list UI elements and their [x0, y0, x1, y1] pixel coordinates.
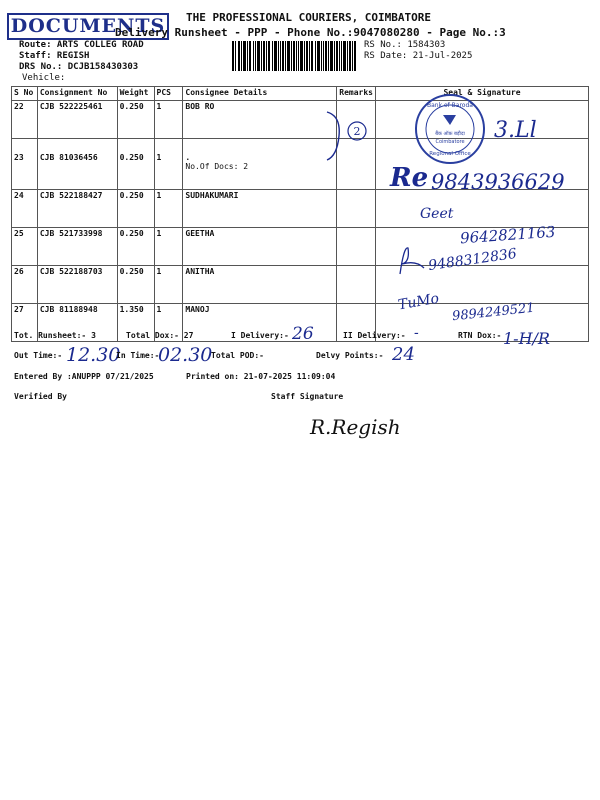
cell-consignment: CJB 81188948 [37, 304, 117, 342]
phone-row-27: 9894249521 [451, 300, 536, 325]
in-time-label: In Time:- [116, 351, 160, 360]
documents-stamp: DOCUMENTS [7, 13, 169, 40]
cell-consignment: CJB 521733998 [37, 228, 117, 266]
cell-sno: 22 [12, 101, 38, 139]
cell-consignment: CJB 522225461 [37, 101, 117, 139]
signature-row-26 [396, 242, 428, 276]
cell-remarks [337, 266, 376, 304]
cell-consignee: ANITHA [183, 266, 337, 304]
cell-consignment: CJB 81036456 [37, 139, 117, 190]
ii-delivery-label: II Delivery:- [343, 331, 406, 340]
seal-office: Regional Office [429, 151, 471, 157]
total-pod-label: Total POD:- [211, 351, 264, 360]
cell-pcs: 1 [154, 139, 183, 190]
bank-seal-stamp [410, 93, 490, 165]
barcode-image [232, 41, 357, 71]
col-header-signature: Seal & Signature [375, 87, 588, 101]
rs-date-label: RS Date: 21-Jul-2025 [364, 51, 473, 61]
i-delivery-value: 26 [292, 324, 314, 344]
cell-remarks [337, 190, 376, 228]
signature-row-24: Re [390, 163, 429, 193]
col-header-sno: S No [12, 87, 38, 101]
total-runsheet: Tot. Runsheet:- 3 [14, 331, 96, 340]
entered-by: Entered By :ANUPPP 07/21/2025 [14, 372, 154, 381]
ii-delivery-value: - [414, 325, 419, 341]
cell-weight: 1.350 [117, 304, 154, 342]
remark-number: 2 [353, 125, 361, 138]
in-time-value: 02.30 [158, 344, 213, 366]
cell-weight: 0.250 [117, 101, 154, 139]
signature-row-22: 3.Ll [494, 118, 537, 143]
cell-pcs: 1 [154, 101, 183, 139]
staff-signature-value: R.Regish [310, 415, 401, 439]
seal-bank-name: Bank of Baroda [427, 102, 473, 109]
col-header-weight: Weight [117, 87, 154, 101]
out-time-value: 12.30 [66, 344, 121, 366]
table-row [12, 266, 589, 304]
cell-weight: 0.250 [117, 139, 154, 190]
seal-city: Coimbatore [435, 139, 465, 145]
i-delivery-label: I Delivery:- [231, 331, 289, 340]
cell-sno: 25 [12, 228, 38, 266]
col-header-pcs: PCS [154, 87, 183, 101]
consignee-name: . [185, 153, 191, 162]
rtn-dox-label: RTN Dox:- [458, 331, 502, 340]
cell-sno: 24 [12, 190, 38, 228]
cell-consignee: MANOJ [183, 304, 337, 342]
route-label: Route: ARTS COLLEG ROAD [19, 40, 144, 50]
cell-consignee [183, 139, 337, 190]
cell-weight: 0.250 [117, 266, 154, 304]
delvy-points-value: 24 [392, 344, 415, 365]
cell-pcs: 1 [154, 266, 183, 304]
cell-signature [375, 190, 588, 228]
runsheet-subtitle: Delivery Runsheet - PPP - Phone No.:9047080280 - Page No.:3 [115, 26, 506, 39]
cell-pcs: 1 [154, 304, 183, 342]
seal-hindi: बैंक ऑफ़ बड़ौदा [435, 131, 465, 137]
phone-row-26: 9488312836 [427, 245, 518, 275]
out-time-label: Out Time:- [14, 351, 63, 360]
col-header-remarks: Remarks [337, 87, 376, 101]
signature-row-25: Geet [420, 206, 454, 222]
cell-weight: 0.250 [117, 190, 154, 228]
remarks-bracket [323, 108, 373, 164]
signature-row-27: TuMo [396, 290, 441, 314]
printed-on: Printed on: 21-07-2025 11:09:04 [186, 372, 336, 381]
cell-sno: 26 [12, 266, 38, 304]
rtn-dox-value: 1-H/R [503, 329, 550, 348]
cell-consignee: BOB RO [183, 101, 337, 139]
drs-label: DRS No.: DCJB158430303 [19, 62, 139, 72]
cell-consignment: CJB 522188703 [37, 266, 117, 304]
docs-count: No.Of Docs: 2 [185, 162, 249, 171]
cell-remarks [337, 228, 376, 266]
col-header-consignee: Consignee Details [183, 87, 337, 101]
cell-consignee: GEETHA [183, 228, 337, 266]
cell-pcs: 1 [154, 228, 183, 266]
rs-no-label: RS No.: 1584303 [364, 40, 446, 50]
cell-consignee: SUDHAKUMARI [183, 190, 337, 228]
delvy-points-label: Delvy Points:- [316, 351, 384, 360]
cell-pcs: 1 [154, 190, 183, 228]
company-title: THE PROFESSIONAL COURIERS, COIMBATORE [186, 11, 432, 24]
cell-sno: 27 [12, 304, 38, 342]
table-header-row [12, 87, 589, 101]
cell-sno: 23 [12, 139, 38, 190]
cell-consignment: CJB 522188427 [37, 190, 117, 228]
phone-row-25: 9642821163 [459, 222, 556, 248]
staff-label: Staff: REGISH [19, 51, 90, 61]
verified-by-label: Verified By [14, 392, 67, 401]
vehicle-label: Vehicle: [22, 73, 66, 83]
cell-weight: 0.250 [117, 228, 154, 266]
col-header-consignment: Consignment No [37, 87, 117, 101]
staff-signature-label: Staff Signature [271, 392, 344, 401]
table-row [12, 190, 589, 228]
phone-row-24: 9843936629 [431, 170, 565, 194]
total-dox: Total Dox:- 27 [126, 331, 194, 340]
